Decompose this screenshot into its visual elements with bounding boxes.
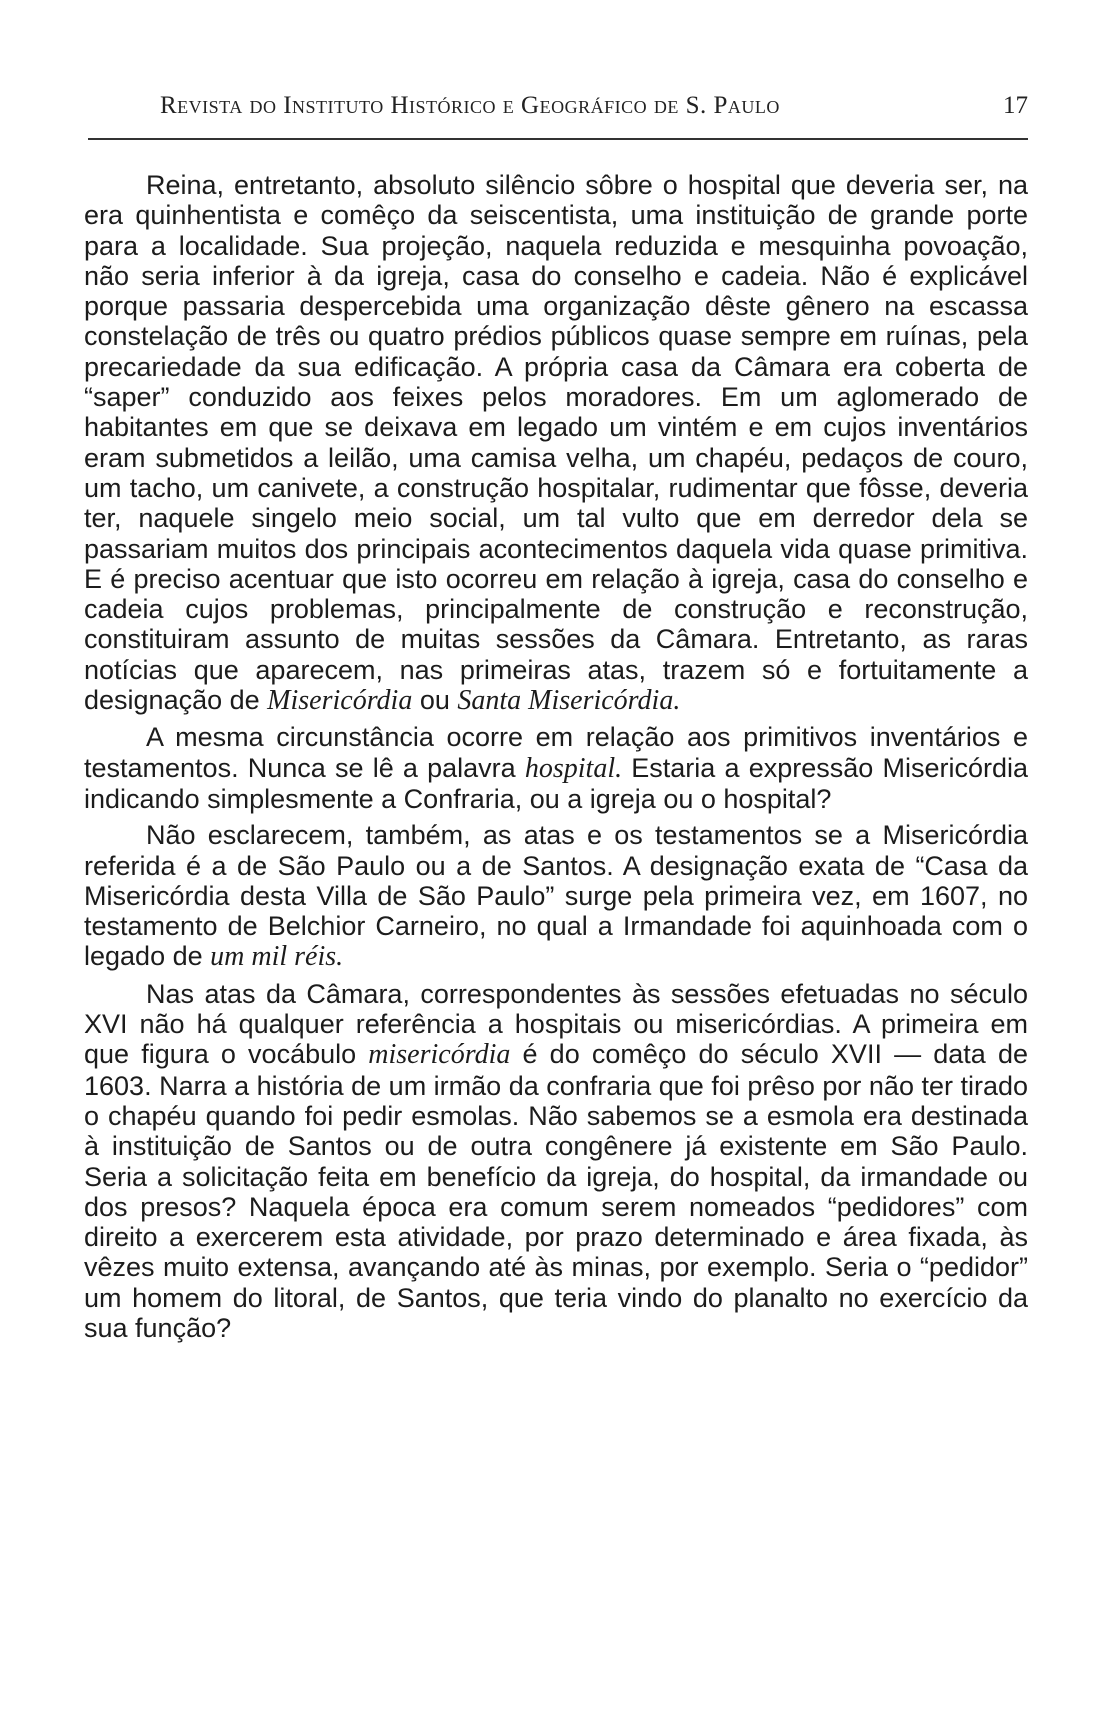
running-header (88, 92, 1028, 132)
running-title: Revista do Instituto Histórico e Geográfico de S. Paulo (160, 92, 780, 119)
paragraph-text: ou (412, 685, 458, 716)
paragraph-2 (84, 722, 1028, 814)
paragraph-text: Reina, entretanto, absoluto silêncio sôbre o hospital que deveria ser, na era quinhentista e comêço da seiscentista, uma instituição de grande porte para a localidade. Sua projeção, naquela reduzida e mesquinha povoação, não seria inferior à da igreja, casa do conselho e cadeia. Não é explicável porque passaria despercebida uma organização dêste gênero na escassa constelação de três ou quatro prédios públicos quase sempre em ruínas, pela precariedade da sua edificação. A própria casa da Câmara era coberta de “saper” conduzido aos feixes pelos moradores. Em um aglomerado de habitantes em que se deixava em legado um vintém e em cujos inventários eram submetidos a leilão, uma camisa velha, um chapéu, pedaços de couro, um tacho, um canivete, a construção hospitalar, rudimentar que fôsse, deveria ter, naquele singelo meio social, um tal vulto que em derredor dela se passariam muitos dos principais acontecimentos daquela vida quase primitiva. E é preciso acentuar que isto ocorreu em relação à igreja, casa do conselho e cadeia cujos problemas, principalmente de construção e reconstrução, constituiram assunto de muitas sessões da Câmara. Entretanto, as raras notícias que aparecem, nas primeiras atas, trazem só e fortuitamente a designação de (84, 170, 1028, 716)
italic-term: um mil réis. (210, 941, 344, 973)
paragraph-text: é do comêço do século XVII — data de 1603. Narra a história de um irmão da confraria que foi prêso por não ter tirado o chapéu quando foi pedir esmolas. Não sabemos se a esmola era destinada à instituição de Santos ou de outra congênere já existente em São Paulo. Seria a solicitação feita em benefício da igreja, do hospital, da irmandade ou dos presos? Naquela época era comum serem nomeados “pedidores” com direito a exercerem esta atividade, por prazo determinado e área fixada, às vêzes muito extensa, avançando até às minas, por exemplo. Seria o “pedidor” um homem do litoral, de Santos, que teria vindo do planalto no exercício da sua função? (84, 1039, 1029, 1343)
italic-term: hospital. (524, 752, 623, 784)
italic-term: Santa Misericórdia. (457, 685, 681, 717)
paragraph-text: Não esclarecem, também, as atas e os testamentos se a Misericórdia referida é a de São Paulo ou a de Santos. A designação exata de “Casa da Misericórdia desta Villa de São Paulo” surge pela primeira vez, em 1607, no testamento de Belchior Carneiro, no qual a Irmandade foi aquinhoada com o legado de (84, 820, 1028, 972)
paragraph-1 (84, 170, 1028, 716)
italic-term: misericórdia (368, 1039, 511, 1071)
body-text (84, 170, 1028, 1349)
paragraph-text: Estaria a expressão Misericórdia indicando simplesmente a Confraria, ou a igreja ou o hospital? (84, 752, 1028, 814)
paragraph-text: Nas atas da Câmara, correspondentes às sessões efetuadas no século XVI não há qualquer referência a hospitais ou misericórdias. A primeira em que figura o vocábulo (84, 978, 1028, 1070)
paragraph-text: A mesma circunstância ocorre em relação aos primitivos inventários e testamentos. Nunca se lê a palavra (84, 722, 1028, 783)
paragraph-3 (84, 820, 1028, 972)
page-number: 17 (1003, 92, 1028, 119)
header-rule (88, 138, 1028, 140)
paragraph-4 (84, 979, 1028, 1344)
italic-term: Misericórdia (267, 685, 413, 717)
